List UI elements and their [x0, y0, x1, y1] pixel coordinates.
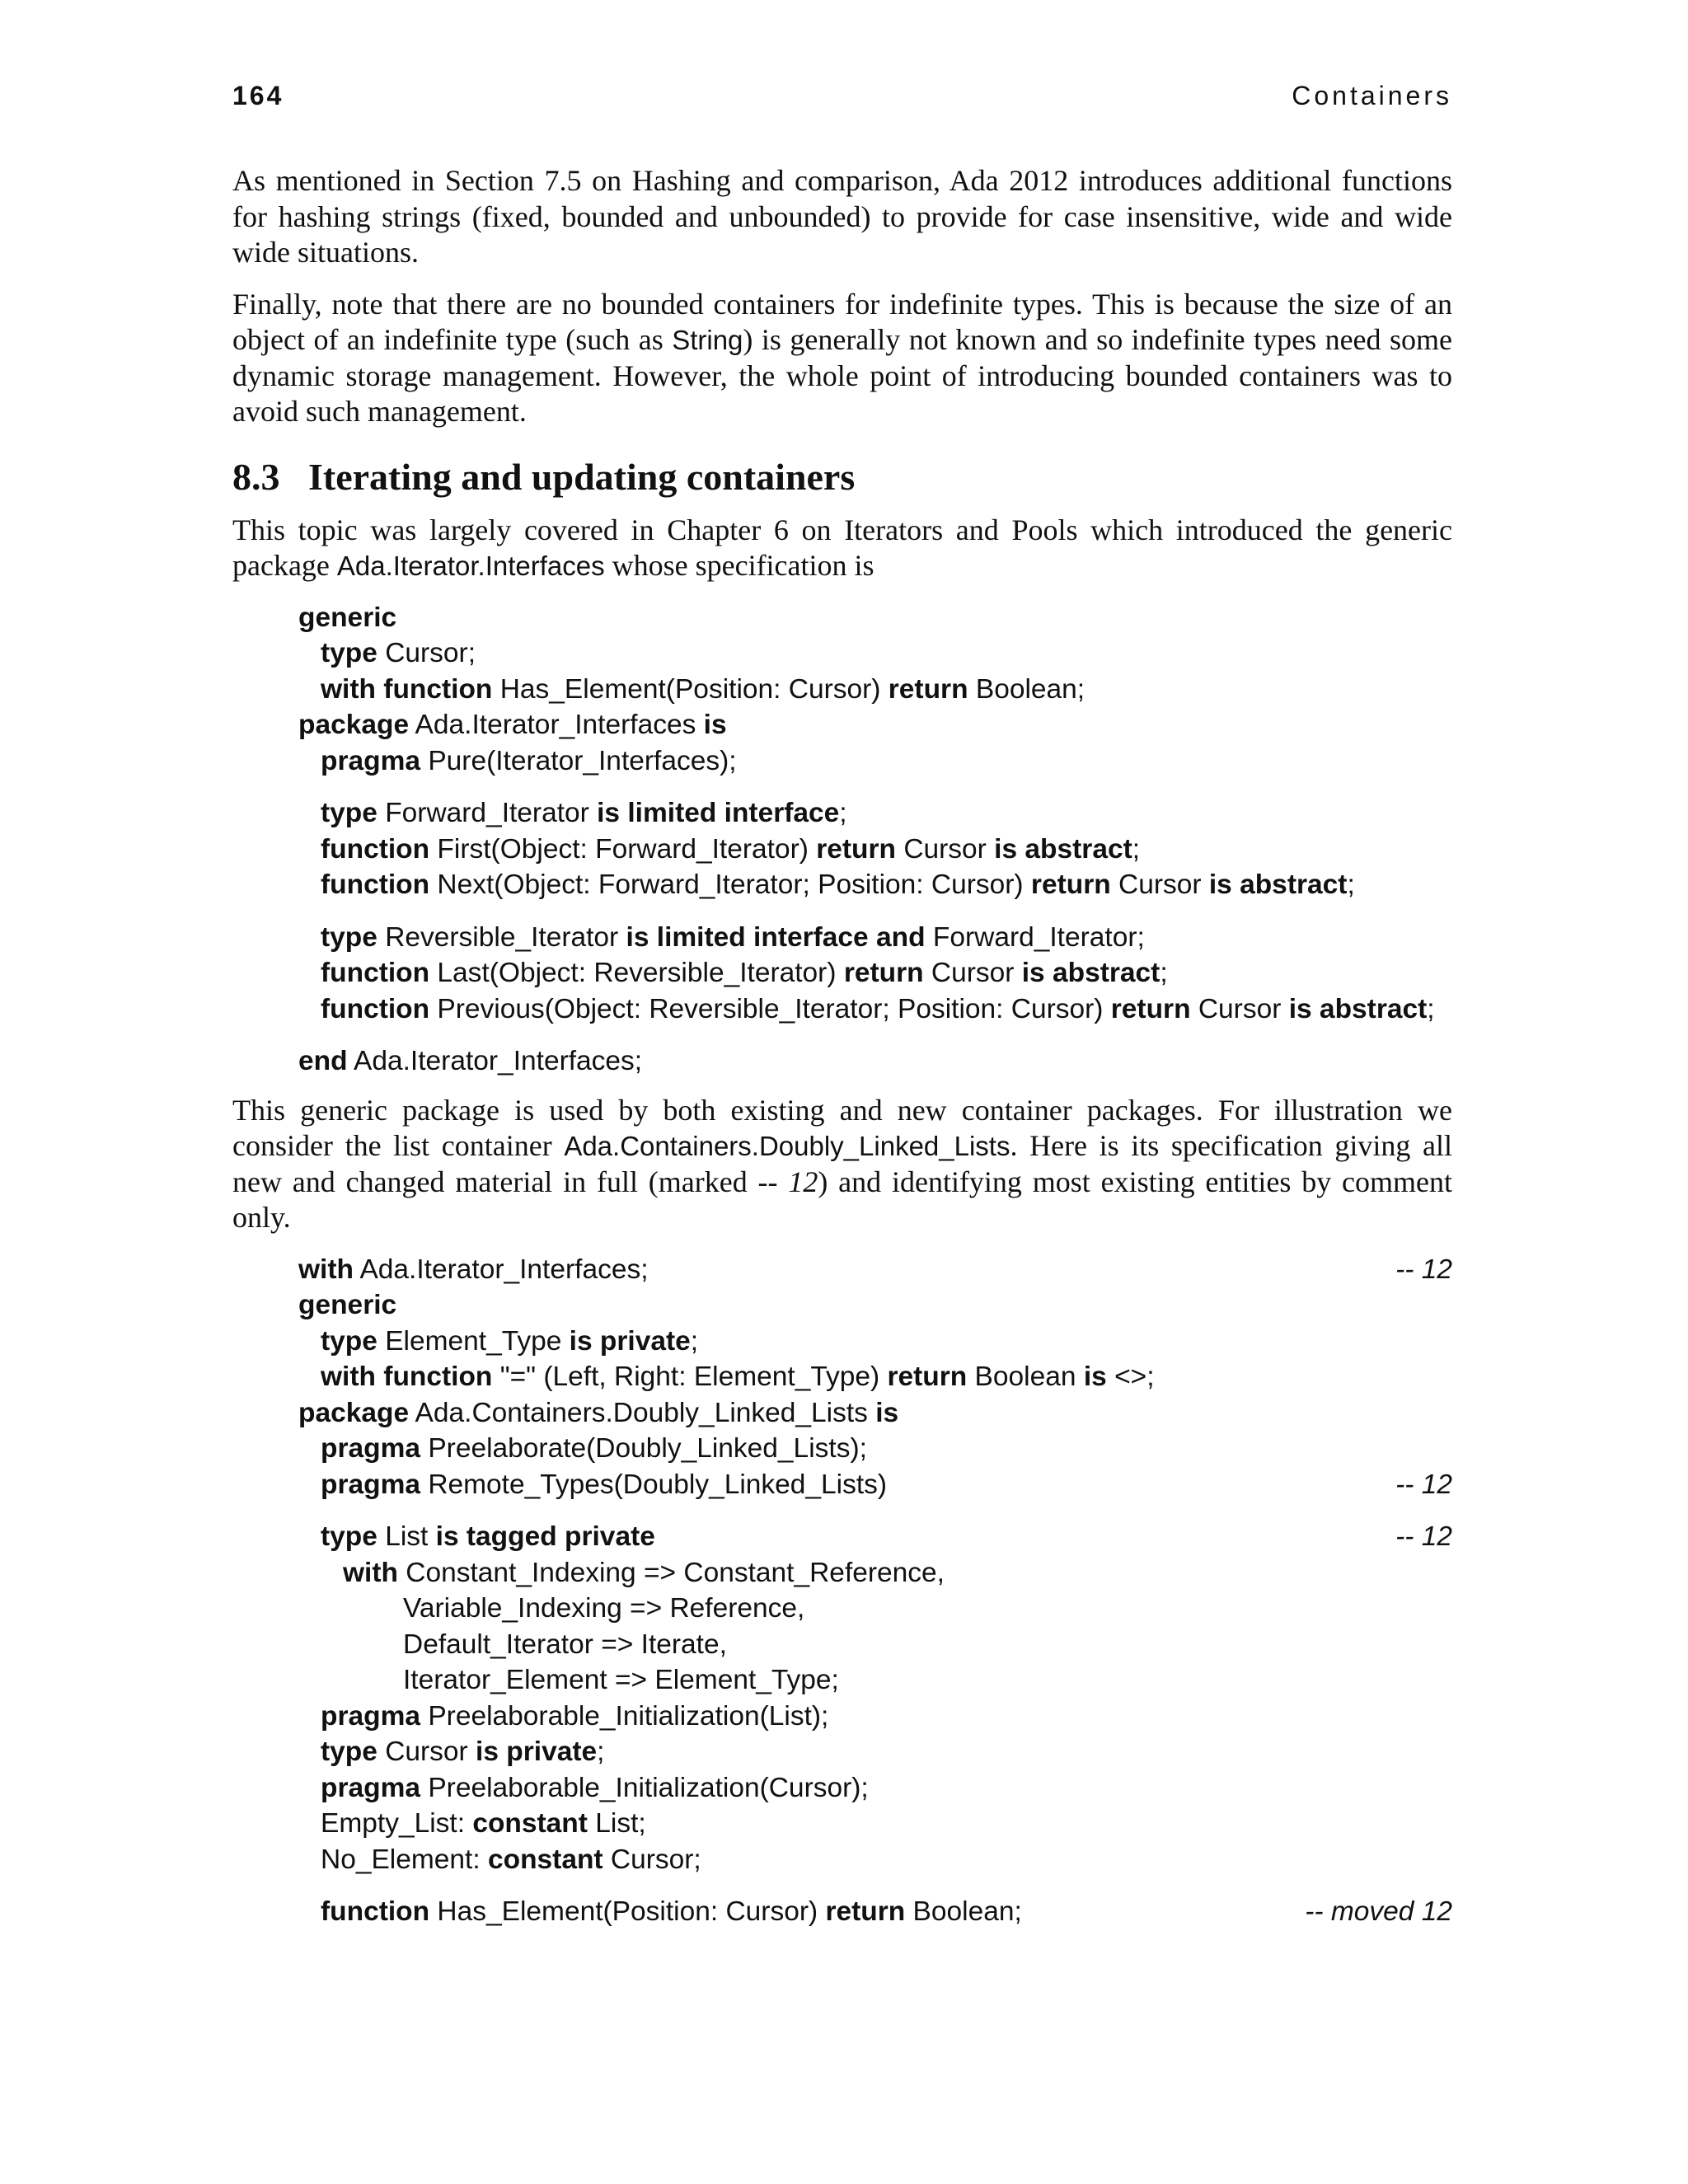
paragraph-text: whose specification is — [604, 549, 874, 582]
code-keyword: function — [321, 869, 430, 900]
code-line — [298, 1287, 1452, 1324]
code-line — [298, 1359, 1452, 1395]
section-number: 8.3 — [232, 455, 280, 498]
code-line — [298, 1627, 1452, 1663]
code-text: List; — [587, 1808, 646, 1839]
code-text: Previous(Object: Reversible_Iterator; Position: Cursor) — [429, 993, 1111, 1024]
code-keyword: return — [816, 833, 897, 865]
code-line — [298, 1662, 1452, 1699]
code-text: Boolean; — [905, 1896, 1022, 1927]
paragraph-text: This topic was largely covered in Chapter 6 on Iterators and Pools which introduced the generic package — [232, 513, 1452, 582]
code-keyword: function — [321, 833, 430, 865]
code-keyword: type — [321, 921, 377, 953]
code-text: Cursor — [896, 833, 995, 865]
code-line — [298, 867, 1452, 903]
code-line — [298, 743, 1452, 780]
code-text: <>; — [1106, 1361, 1155, 1392]
code-text: Forward_Iterator; — [925, 921, 1145, 953]
page-body — [232, 163, 1452, 1943]
code-line — [298, 1555, 1452, 1591]
code-text: Has_Element(Position: Cursor) — [492, 673, 889, 705]
code-text: ; — [597, 1736, 605, 1767]
code-keyword: package — [298, 710, 410, 740]
code-line — [298, 1894, 1452, 1930]
inline-code-package: Ada.Iterator.Interfaces — [336, 551, 605, 581]
code-keyword: generic — [298, 1290, 397, 1320]
code-keyword: return — [887, 1361, 968, 1392]
code-line — [298, 832, 1452, 868]
code-text: Ada.Iterator_Interfaces; — [347, 1046, 643, 1076]
code-keyword: function — [321, 993, 430, 1024]
code-keyword: constant — [472, 1808, 588, 1839]
code-block-iterator-interfaces — [298, 600, 1452, 1080]
code-text: ; — [1427, 993, 1435, 1024]
running-head — [232, 81, 1452, 117]
code-text: Reversible_Iterator — [377, 921, 626, 953]
code-comment: -- 12 — [1395, 1469, 1452, 1500]
code-keyword: pragma — [321, 1700, 421, 1732]
paragraph-text: . Here is its specification giving all new and changed material in full (marked -- — [232, 1129, 1452, 1198]
code-text: Cursor — [1110, 869, 1209, 900]
running-title: Containers — [1292, 81, 1452, 110]
code-text: ; — [1132, 833, 1141, 865]
code-text: Cursor — [923, 958, 1022, 988]
paragraph-doubly-linked-lists — [232, 1093, 1452, 1236]
code-line — [298, 1431, 1452, 1467]
code-text: Forward_Iterator — [377, 798, 598, 828]
code-line — [298, 1467, 1452, 1503]
code-text: Cursor; — [603, 1844, 701, 1875]
code-line — [298, 920, 1452, 956]
inline-code-string: String — [672, 325, 743, 355]
code-keyword: with function — [321, 673, 493, 705]
code-keyword: is private — [569, 1325, 691, 1357]
code-line — [298, 1519, 1452, 1555]
code-keyword: return — [1110, 993, 1191, 1024]
code-line — [298, 707, 1452, 743]
paragraph-iterators — [232, 513, 1452, 584]
code-text: ; — [690, 1325, 699, 1357]
code-text: Ada.Containers.Doubly_Linked_Lists — [409, 1397, 876, 1428]
code-keyword: is tagged private — [435, 1521, 655, 1552]
paragraph-text: ) and identifying most existing entities by comment only. — [232, 1165, 1453, 1234]
code-text: Cursor; — [377, 638, 476, 668]
paragraph-text: This generic package is used by both existing and new container packages. For illustration we consider the list container — [232, 1093, 1452, 1162]
code-keyword: return — [888, 673, 968, 705]
code-text: Ada.Iterator_Interfaces — [409, 710, 704, 740]
code-text: Ada.Iterator_Interfaces; — [353, 1254, 649, 1285]
code-keyword: generic — [298, 602, 397, 633]
code-keyword: is abstract — [1021, 958, 1160, 988]
code-keyword: type — [321, 1325, 377, 1357]
code-text: Preelaborable_Initialization(Cursor); — [420, 1772, 869, 1803]
code-keyword: is abstract — [994, 833, 1132, 865]
code-keyword: is abstract — [1208, 869, 1348, 900]
paragraph-hashing: As mentioned in Section 7.5 on Hashing and comparison, Ada 2012 introduces additional functions for hashing strings (fixed, bounded and unbounded) to provide for case insensitive, wide and wide wide situations. — [232, 164, 1452, 269]
code-keyword: is limited interface — [597, 798, 840, 828]
code-line — [298, 1395, 1452, 1432]
code-text: Variable_Indexing => Reference, — [403, 1593, 805, 1624]
code-line — [298, 1734, 1452, 1770]
code-text: Cursor — [377, 1736, 476, 1767]
code-text: No_Element: — [321, 1844, 488, 1875]
code-keyword: is limited interface and — [626, 921, 926, 953]
section-title: Iterating and updating containers — [308, 455, 856, 498]
page-number: 164 — [232, 81, 284, 110]
code-keyword: constant — [487, 1844, 603, 1875]
code-keyword: type — [321, 1521, 377, 1552]
code-text: Has_Element(Position: Cursor) — [429, 1896, 826, 1927]
code-line — [298, 1806, 1452, 1842]
paragraph-text: Finally, note that there are no bounded containers for indefinite types. This is because the size of an object of an indefinite type (such as — [232, 287, 1452, 356]
code-text: Last(Object: Reversible_Iterator) — [429, 958, 844, 988]
code-line — [298, 672, 1452, 708]
code-text: Default_Iterator => Iterate, — [403, 1629, 727, 1660]
code-text: Iterator_Element => Element_Type; — [403, 1665, 839, 1695]
code-text: ; — [1347, 869, 1355, 900]
code-keyword: is — [875, 1397, 899, 1428]
code-keyword: pragma — [321, 1469, 421, 1500]
code-line — [298, 1252, 1452, 1288]
paragraph-text: ) is generally not known and so indefinite types need some dynamic storage management. However, the whole point of introducing bounded containers was to avoid such management. — [232, 323, 1453, 428]
code-keyword: with — [298, 1254, 354, 1285]
code-line — [298, 635, 1452, 672]
code-line — [298, 600, 1452, 636]
code-keyword: with function — [321, 1361, 493, 1392]
code-block-doubly-linked-lists — [298, 1252, 1452, 1930]
code-keyword: is abstract — [1288, 993, 1428, 1024]
code-keyword: type — [321, 1736, 377, 1767]
code-keyword: pragma — [321, 745, 421, 776]
code-keyword: package — [298, 1397, 410, 1428]
code-keyword: is — [703, 710, 727, 740]
code-text: List — [377, 1521, 436, 1552]
code-keyword: with — [343, 1557, 398, 1588]
code-keyword: is private — [476, 1736, 598, 1767]
code-text: Element_Type — [377, 1325, 570, 1357]
code-text: Pure(Iterator_Interfaces); — [420, 745, 737, 776]
marker-12: 12 — [788, 1165, 818, 1198]
code-keyword: return — [1030, 869, 1111, 900]
code-keyword: is — [1083, 1361, 1107, 1392]
code-comment: -- moved 12 — [1305, 1896, 1452, 1927]
code-line — [298, 1324, 1452, 1360]
code-line — [298, 1043, 1452, 1080]
code-line — [298, 1591, 1452, 1627]
code-comment: -- 12 — [1395, 1254, 1452, 1285]
code-text: ; — [839, 798, 847, 828]
inline-code-package: Ada.Containers.Doubly_Linked_Lists — [564, 1131, 1010, 1161]
code-text: ; — [1160, 958, 1168, 988]
code-keyword: type — [321, 798, 377, 828]
code-keyword: function — [321, 1896, 430, 1927]
code-text: First(Object: Forward_Iterator) — [429, 833, 817, 865]
code-text: "=" (Left, Right: Element_Type) — [492, 1361, 888, 1392]
code-keyword: type — [321, 638, 377, 668]
code-text: Boolean — [967, 1361, 1084, 1392]
code-line — [298, 991, 1452, 1028]
code-text: Empty_List: — [321, 1808, 473, 1839]
code-keyword: return — [843, 958, 924, 988]
code-comment: -- 12 — [1395, 1521, 1452, 1552]
code-text: Next(Object: Forward_Iterator; Position: Cursor) — [429, 869, 1031, 900]
code-keyword: end — [298, 1046, 348, 1076]
code-line — [298, 795, 1452, 832]
section-heading — [232, 453, 1452, 501]
code-keyword: pragma — [321, 1433, 421, 1464]
code-text: Remote_Types(Doubly_Linked_Lists) — [420, 1469, 888, 1500]
code-text: Preelaborable_Initialization(List); — [420, 1700, 829, 1732]
code-keyword: pragma — [321, 1772, 421, 1803]
paragraph-bounded-containers — [232, 287, 1452, 430]
code-text: Cursor — [1190, 993, 1289, 1024]
code-line — [298, 955, 1452, 991]
code-line — [298, 1842, 1452, 1878]
code-line — [298, 1699, 1452, 1735]
code-line — [298, 1770, 1452, 1807]
code-text: Constant_Indexing => Constant_Reference, — [397, 1557, 945, 1588]
code-keyword: function — [321, 958, 430, 988]
code-text: Preelaborate(Doubly_Linked_Lists); — [420, 1433, 867, 1464]
code-text: Boolean; — [968, 673, 1085, 705]
code-keyword: return — [825, 1896, 906, 1927]
